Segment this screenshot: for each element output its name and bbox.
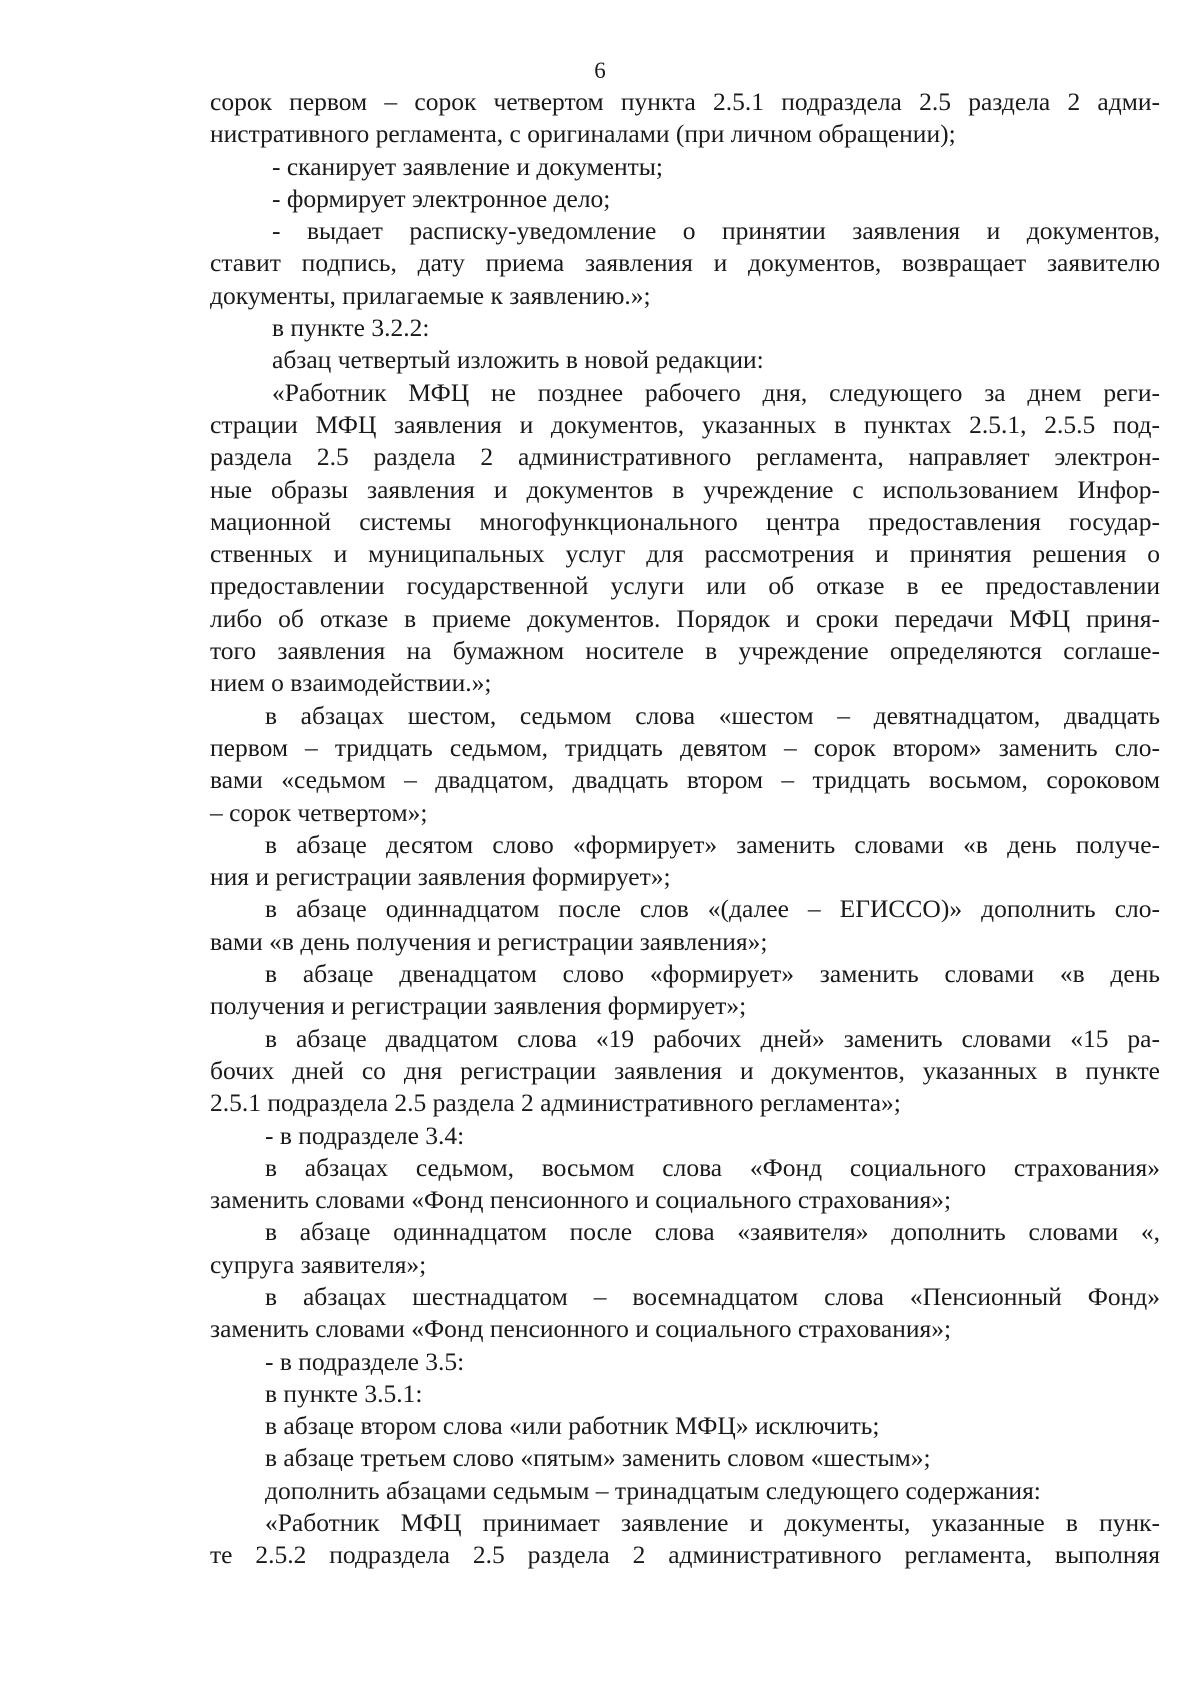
text-line: в абзацах седьмом, восьмом слова «Фонд социального страхования»	[265, 1152, 1160, 1182]
text-line: - в подразделе 3.5:	[265, 1346, 465, 1376]
text-line: ственных и муниципальных услуг для рассмотрения и принятия решения о	[210, 539, 1160, 569]
text-line: – сорок четвертом»;	[210, 797, 428, 827]
text-line: заменить словами «Фонд пенсионного и социального страхования»;	[210, 1185, 952, 1215]
text-line: вами «в день получения и регистрации заявления»;	[210, 926, 768, 956]
text-line: в абзаце двадцатом слова «19 рабочих дней» заменить словами «15 ра-	[265, 1023, 1160, 1053]
text-line: абзац четвертый изложить в новой редакции:	[272, 345, 764, 375]
text-line: те 2.5.2 подраздела 2.5 раздела 2 административного регламента, выполняя	[210, 1540, 1160, 1570]
text-line: нием о взаимодействии.»;	[210, 668, 492, 698]
text-line: супруга заявителя»;	[210, 1249, 427, 1279]
text-line: документы, прилагаемые к заявлению.»;	[210, 280, 651, 310]
text-line: того заявления на бумажном носителе в учреждение определяются соглаше-	[210, 636, 1160, 666]
text-line: ставит подпись, дату приема заявления и документов, возвращает заявителю	[210, 248, 1160, 278]
text-line: ные образы заявления и документов в учреждение с использованием Инфор-	[210, 474, 1160, 504]
text-line: в абзаце одиннадцатом после слов «(далее – ЕГИССО)» дополнить сло-	[265, 894, 1160, 924]
text-line: мационной системы многофункционального центра предоставления государ-	[210, 506, 1160, 536]
text-line: заменить словами «Фонд пенсионного и социального страхования»;	[210, 1314, 952, 1344]
text-line: в абзаце третьем слово «пятым» заменить словом «шестым»;	[265, 1443, 931, 1473]
text-line: предоставлении государственной услуги или об отказе в ее предоставлении	[210, 571, 1160, 601]
page-number: 6	[594, 58, 606, 83]
text-line: вами «седьмом – двадцатом, двадцать втором – тридцать восьмом, сороковом	[210, 765, 1160, 795]
text-line: - формирует электронное дело;	[272, 183, 611, 213]
text-line: страции МФЦ заявления и документов, указанных в пунктах 2.5.1, 2.5.5 под-	[210, 409, 1160, 439]
text-line: в абзацах шестнадцатом – восемнадцатом слова «Пенсионный Фонд»	[265, 1281, 1160, 1311]
text-line: в пункте 3.2.2:	[272, 313, 430, 343]
text-line: получения и регистрации заявления формирует»;	[210, 991, 747, 1021]
text-line: «Работник МФЦ принимает заявление и документы, указанные в пунк-	[265, 1508, 1160, 1538]
text-line: раздела 2.5 раздела 2 административного регламента, направляет электрон-	[210, 442, 1160, 472]
text-line: в абзаце одиннадцатом после слова «заявителя» дополнить словами «,	[265, 1217, 1160, 1247]
text-line: бочих дней со дня регистрации заявления и документов, указанных в пункте	[210, 1055, 1160, 1085]
text-line: сорок первом – сорок четвертом пункта 2.5.1 подраздела 2.5 раздела 2 адми-	[210, 87, 1160, 116]
text-line: - в подразделе 3.4:	[265, 1120, 465, 1150]
text-line: в пункте 3.5.1:	[265, 1378, 423, 1408]
text-line: - выдает расписку-уведомление о принятии заявления и документов,	[272, 216, 1160, 246]
text-line: нистративного регламента, с оригиналами (при личном обращении);	[210, 119, 956, 149]
text-line: первом – тридцать седьмом, тридцать девятом – сорок втором» заменить сло-	[210, 732, 1160, 762]
document-body	[210, 86, 1160, 1572]
text-line: в абзаце двенадцатом слово «формирует» заменить словами «в день	[265, 959, 1160, 989]
text-line: «Работник МФЦ не позднее рабочего дня, следующего за днем реги-	[272, 377, 1160, 407]
text-line: 2.5.1 подраздела 2.5 раздела 2 административного регламента»;	[210, 1088, 901, 1118]
text-line: дополнить абзацами седьмым – тринадцатым следующего содержания:	[265, 1475, 1041, 1505]
text-line: ния и регистрации заявления формирует»;	[210, 862, 671, 892]
text-line: либо об отказе в приеме документов. Порядок и сроки передачи МФЦ приня-	[210, 603, 1160, 633]
text-line: в абзацах шестом, седьмом слова «шестом – девятнадцатом, двадцать	[265, 700, 1160, 730]
text-line: в абзаце десятом слово «формирует» заменить словами «в день получе-	[265, 829, 1160, 859]
text-line: - сканирует заявление и документы;	[272, 151, 663, 181]
text-line: в абзаце втором слова «или работник МФЦ» исключить;	[265, 1411, 880, 1441]
